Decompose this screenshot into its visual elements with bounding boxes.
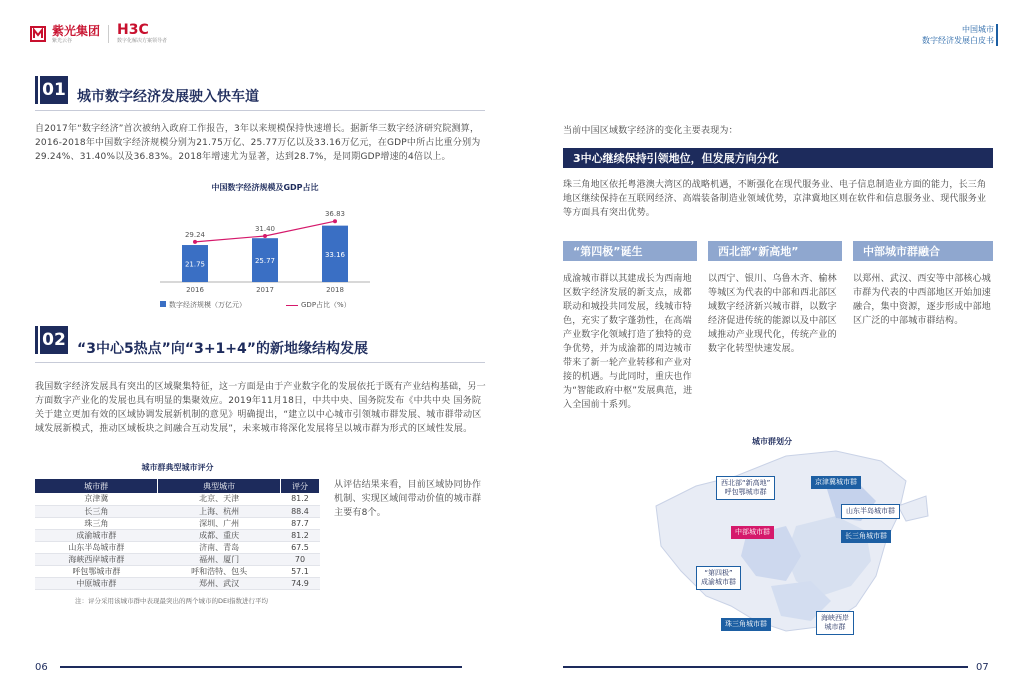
cell-city: 呼和浩特、包头 bbox=[158, 565, 281, 577]
chart-legend bbox=[160, 300, 351, 310]
footer-line-left bbox=[60, 666, 462, 668]
cell-city: 北京、天津 bbox=[158, 493, 281, 505]
section2-paragraph: 我国数字经济发展具有突出的区域聚集特征，这一方面是由于产业数字化的发展依托于既有产业结构基础，另一方面数字产业化的发展也具有明显的集聚效应。2019年11月18日，中共中央、国务院发布《中共中央 国务院关于建立更加有效的区域协调发展新机制的意见》明确提出，“建立以中心城市引领城市群发展、城市群带动区域发展新模式，推动区域板块之间融合互动发展”，未来城市将深化发展将呈以城市群为形式的区域性发展。 bbox=[35, 382, 486, 434]
table-row bbox=[35, 565, 320, 577]
col-header-cluster: 城市群 bbox=[35, 479, 158, 493]
cell-score: 57.1 bbox=[280, 565, 319, 577]
cell-cluster: 呼包鄂城市群 bbox=[35, 565, 158, 577]
cell-cluster: 长三角 bbox=[35, 505, 158, 517]
x-tick-2018: 2018 bbox=[326, 286, 344, 294]
brand-sub1: 紫光云谷 bbox=[52, 37, 73, 44]
line-point-2017 bbox=[263, 234, 267, 238]
bar-label-2017: 25.77 bbox=[254, 257, 276, 266]
table-row bbox=[35, 517, 320, 529]
cell-cluster: 中原城市群 bbox=[35, 577, 158, 589]
col1-title: “第四极”诞生 bbox=[563, 241, 697, 261]
section1-paragraph: 自2017年“数字经济”首次被纳入政府工作报告，3年以来规模保持快速增长。据新华三数字经济研究院测算，2016-2018年中国数字经济规模分别为21.75万亿、25.77万亿以及33.16万亿元，在GDP中所占比重分别为29.24%、31.40%以及36.83%。2018年增速尤为显著，达到28.7%，是同期GDP增速的4倍以上。 bbox=[35, 124, 481, 162]
label-central: 中部城市群 bbox=[731, 526, 774, 539]
legend-line: GDP占比（%） bbox=[286, 300, 351, 310]
report-line2: 数字经济发展白皮书 bbox=[922, 36, 994, 45]
banner-3-centers: 3中心继续保持引领地位，但发展方向分化 bbox=[563, 148, 993, 168]
right-paragraph: 珠三角地区依托粤港澳大湾区的战略机遇，不断强化在现代服务业、电子信息制造业方面的能力，长三角地区继续保持在互联网经济、高端装备制造业领域优势，京津冀地区则在软件和信息服务业、现代服务业等方面具有突出优势。 bbox=[563, 180, 987, 218]
report-title-bar bbox=[996, 24, 998, 46]
cell-city: 郑州、武汉 bbox=[158, 577, 281, 589]
logo bbox=[30, 24, 167, 44]
col2-title: 西北部“新高地” bbox=[708, 241, 842, 261]
cell-city: 济南、青岛 bbox=[158, 541, 281, 553]
label-strait: 海峡西岸 城市群 bbox=[816, 611, 854, 635]
table-row bbox=[35, 577, 320, 589]
cell-cluster: 珠三角 bbox=[35, 517, 158, 529]
table-row bbox=[35, 505, 320, 517]
page-number-right: 07 bbox=[976, 662, 989, 673]
cell-score: 87.7 bbox=[280, 517, 319, 529]
score-table bbox=[35, 479, 320, 590]
cell-score: 81.2 bbox=[280, 529, 319, 541]
bar-label-2016: 21.75 bbox=[184, 260, 206, 269]
col3-text: 以郑州、武汉、西安等中部核心城市群为代表的中西部地区开始加速融合，集中资源，逐步形成中部地区广泛的中部城市群结构。 bbox=[853, 274, 992, 326]
label-jingjinji: 京津冀城市群 bbox=[811, 476, 861, 489]
table-title: 城市群典型城市评分 bbox=[141, 463, 214, 472]
brand-en: H3C bbox=[117, 22, 149, 38]
cell-cluster: 海峡西岸城市群 bbox=[35, 553, 158, 565]
chart-plot bbox=[150, 194, 380, 299]
label-pearl: 珠三角城市群 bbox=[721, 618, 771, 631]
china-map bbox=[636, 446, 936, 646]
col3-title: 中部城市群融合 bbox=[853, 241, 993, 261]
report-line1: 中国城市 bbox=[962, 25, 994, 34]
brand-logo-icon bbox=[30, 26, 46, 42]
col1-text: 成渝城市群以其建成长为西南地区数字经济发展的新支点，成都联动和城投共同发展，线城市特色，充实了数字蓬勃性，在高端产业数字化领域打造了独特的竞争优势，并为成渝都的周边城市带来了新一轮产业转移和产业对接的机遇。与此同时，重庆也作为“智能政府中枢”发展典范，进入全国前十系列。 bbox=[563, 274, 693, 410]
cell-score: 81.2 bbox=[280, 493, 319, 505]
gdp-chart bbox=[150, 182, 380, 317]
cell-score: 67.5 bbox=[280, 541, 319, 553]
section1-number: 01 bbox=[40, 76, 68, 104]
page-number-left: 06 bbox=[35, 662, 48, 673]
cell-city: 成都、重庆 bbox=[158, 529, 281, 541]
footer-line-right bbox=[563, 666, 968, 668]
section2-title: “3中心5热点”向“3+1+4”的新地缘结构发展 bbox=[77, 341, 368, 357]
table-row bbox=[35, 493, 320, 505]
map-title: 城市群划分 bbox=[752, 437, 792, 446]
section2-number-box bbox=[35, 326, 68, 354]
china-map-shape bbox=[636, 446, 936, 646]
chart-title: 中国数字经济规模及GDP占比 bbox=[211, 183, 319, 192]
cell-city: 上海、杭州 bbox=[158, 505, 281, 517]
cell-score: 88.4 bbox=[280, 505, 319, 517]
label-chengyu: “第四极” 成渝城市群 bbox=[696, 566, 741, 590]
side-note: 从评估结果来看，目前区域协同协作机制、实现区域间带动价值的城市群主要有8个。 bbox=[334, 480, 482, 518]
cell-score: 70 bbox=[280, 553, 319, 565]
table-note: 注：评分采用该城市群中表现最突出的两个城市的DEI指数进行平均 bbox=[75, 596, 269, 605]
table-row bbox=[35, 553, 320, 565]
col-header-city: 典型城市 bbox=[158, 479, 281, 493]
table-header-row bbox=[35, 479, 320, 493]
line-label-2017: 31.40 bbox=[254, 224, 276, 233]
cell-cluster: 成渝城市群 bbox=[35, 529, 158, 541]
cell-city: 深圳、广州 bbox=[158, 517, 281, 529]
x-tick-2017: 2017 bbox=[256, 286, 274, 294]
line-label-2018: 36.83 bbox=[324, 210, 346, 219]
cell-cluster: 京津冀 bbox=[35, 493, 158, 505]
label-northwest: 西北部“新高地” 呼包鄂城市群 bbox=[716, 476, 775, 500]
cell-cluster: 山东半岛城市群 bbox=[35, 541, 158, 553]
right-intro: 当前中国区域数字经济的变化主要表现为： bbox=[563, 126, 738, 136]
bar-label-2018: 33.16 bbox=[324, 250, 346, 259]
cell-score: 74.9 bbox=[280, 577, 319, 589]
x-tick-2016: 2016 bbox=[186, 286, 204, 294]
cell-city: 福州、厦门 bbox=[158, 553, 281, 565]
label-yangtze: 长三角城市群 bbox=[841, 530, 891, 543]
legend-bar: 数字经济规模（万亿元） bbox=[160, 300, 246, 310]
label-shandong: 山东半岛城市群 bbox=[841, 504, 900, 519]
line-point-2016 bbox=[193, 240, 197, 244]
city-score-table bbox=[35, 462, 320, 605]
line-label-2016: 29.24 bbox=[184, 230, 206, 239]
table-row bbox=[35, 541, 320, 553]
line-point-2018 bbox=[333, 219, 337, 223]
report-title bbox=[922, 24, 994, 46]
table-row bbox=[35, 529, 320, 541]
section1-divider bbox=[35, 110, 485, 111]
col2-text: 以西宁、银川、乌鲁木齐、榆林等城区为代表的中部和西北部区域数字经济新兴城市群，以数字经济促进传统的能源以及中部区域推动产业现代化，传统产业的数字化转型快速发展。 bbox=[708, 274, 837, 354]
brand-cn: 紫光集团 bbox=[52, 23, 101, 38]
section1-number-box bbox=[35, 76, 68, 104]
section2-number: 02 bbox=[40, 326, 68, 354]
col-header-score: 评分 bbox=[280, 479, 319, 493]
section1-title: 城市数字经济发展驶入快车道 bbox=[77, 89, 259, 105]
brand-sub2: 数字化解决方案领导者 bbox=[117, 38, 168, 44]
section2-divider bbox=[35, 362, 485, 363]
